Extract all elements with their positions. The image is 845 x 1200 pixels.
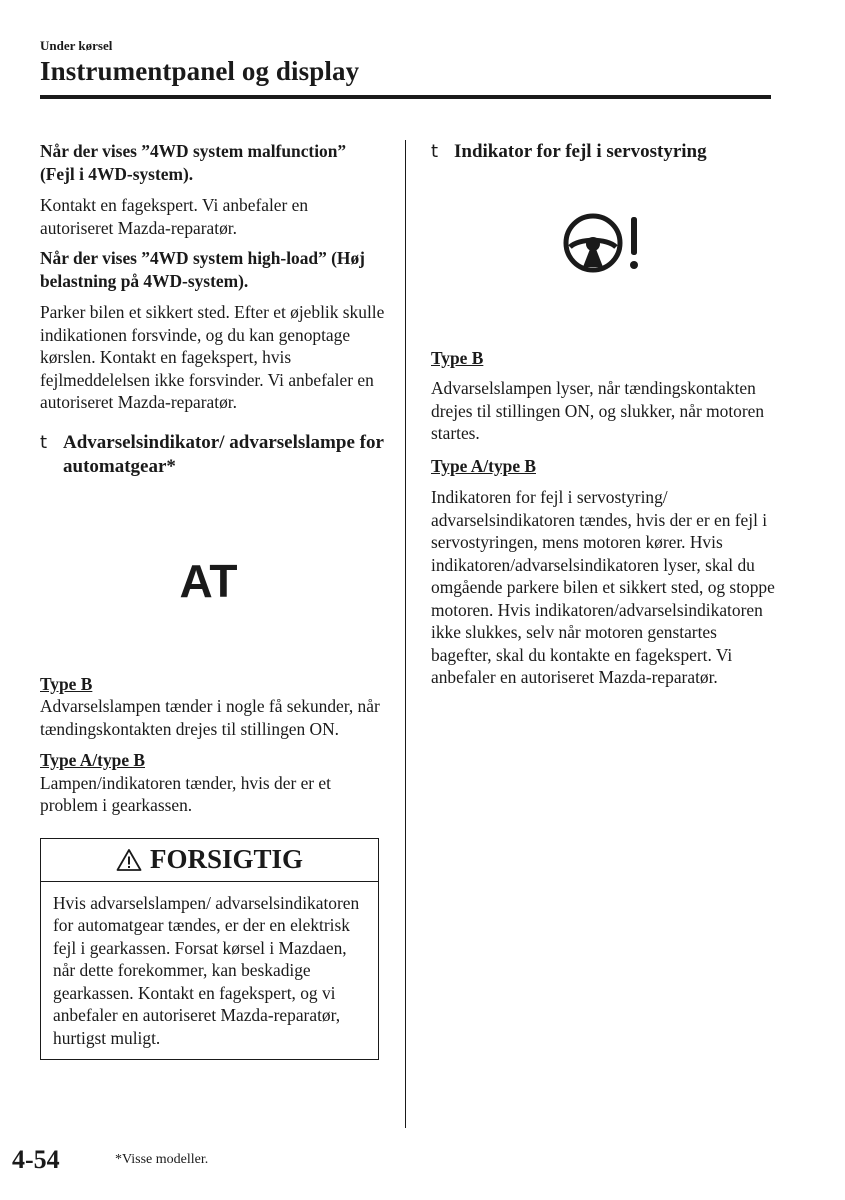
steering-warning-symbol [431, 210, 776, 330]
type-ab-label: Type A/type B [431, 455, 536, 476]
4wd-highload-text: Parker bilen et sikkert sted. Efter et øjeblik skulle indikationen forsvinde, og du kan genoptage kørslen. Kontakt en fagekspert, hvis fejlmeddelelsen ikke forsvinder. Vi anbefaler en autoriseret Mazda-reparatør. [40, 302, 385, 412]
bullet-marker: t [431, 141, 439, 162]
type-ab-text: Lampen/indikatoren tænder, hvis der er et problem i gearkassen. [40, 772, 331, 815]
type-b-label: Type B [431, 347, 484, 368]
4wd-highload-heading: Når der vises ”4WD system high-load” (Høj belastning på 4WD-system). [40, 248, 365, 291]
type-b-label: Type B [40, 673, 93, 694]
power-steering-heading [431, 140, 776, 165]
4wd-malfunction-heading: Når der vises ”4WD system malfunction” (Fejl i 4WD-system). [40, 141, 347, 184]
section-label: Under kørsel [40, 38, 113, 53]
caution-header [41, 839, 378, 882]
page-number: 4-54 [12, 1145, 60, 1174]
type-b-text: Advarselslampen lyser, når tændingskontakten drejes til stillingen ON, og slukker, når motoren startes. [431, 378, 765, 443]
title-rule [40, 95, 771, 99]
caution-title: FORSIGTIG [149, 844, 304, 875]
at-warning-heading [40, 431, 385, 480]
footnote: *Visse modeller. [115, 1152, 209, 1167]
type-ab-label: Type A/type B [40, 750, 145, 770]
power-steering-heading-text: Indikator for fejl i servostyring [454, 141, 707, 162]
left-column [40, 140, 385, 1060]
caution-box [40, 838, 379, 1061]
type-b-text: Advarselslampen tænder i nogle få sekunder, når tændingskontakten drejes til stillingen ON. [40, 696, 380, 739]
column-divider [405, 140, 406, 1128]
at-warning-heading-text: Advarselsindikator/ advarselslampe for automatgear* [63, 431, 384, 477]
type-ab-text: Indikatoren for fejl i servostyring/ advarselsindikatoren tændes, hvis der er en fejl i servostyringen, mens motoren kører. Hvis indikatoren/advarselsindikatoren lyser, skal du omgående parkere bilen et sikkert sted, og stoppe motoren. Hvis indikatoren/advarselsindikatoren ikke slukkes, selv når motoren genstartes bagefter, skal du kontakte en fagekspert. Vi anbefaler en autoriseret Mazda-reparatør. [431, 487, 775, 687]
warning-triangle-icon [116, 848, 142, 872]
steering-wheel-warning-icon [561, 210, 651, 276]
at-warning-symbol: AT [179, 554, 238, 607]
4wd-malfunction-text: Kontakt en fagekspert. Vi anbefaler en autoriseret Mazda-reparatør. [40, 195, 309, 238]
page-title: Instrumentpanel og display [40, 56, 360, 86]
bullet-marker: t [40, 431, 48, 453]
right-column [431, 140, 776, 695]
caution-text: Hvis advarselslampen/ advarselsindikatoren for automatgear tændes, er der en elektrisk fejl i gearkassen. Forsat kørsel i Mazdaen, når dette forekommer, kan beskadige gearkassen. Kontakt en fagekspert, og vi anbefaler en autoriseret Mazda-reparatør, hurtigst muligt. [53, 892, 360, 1048]
